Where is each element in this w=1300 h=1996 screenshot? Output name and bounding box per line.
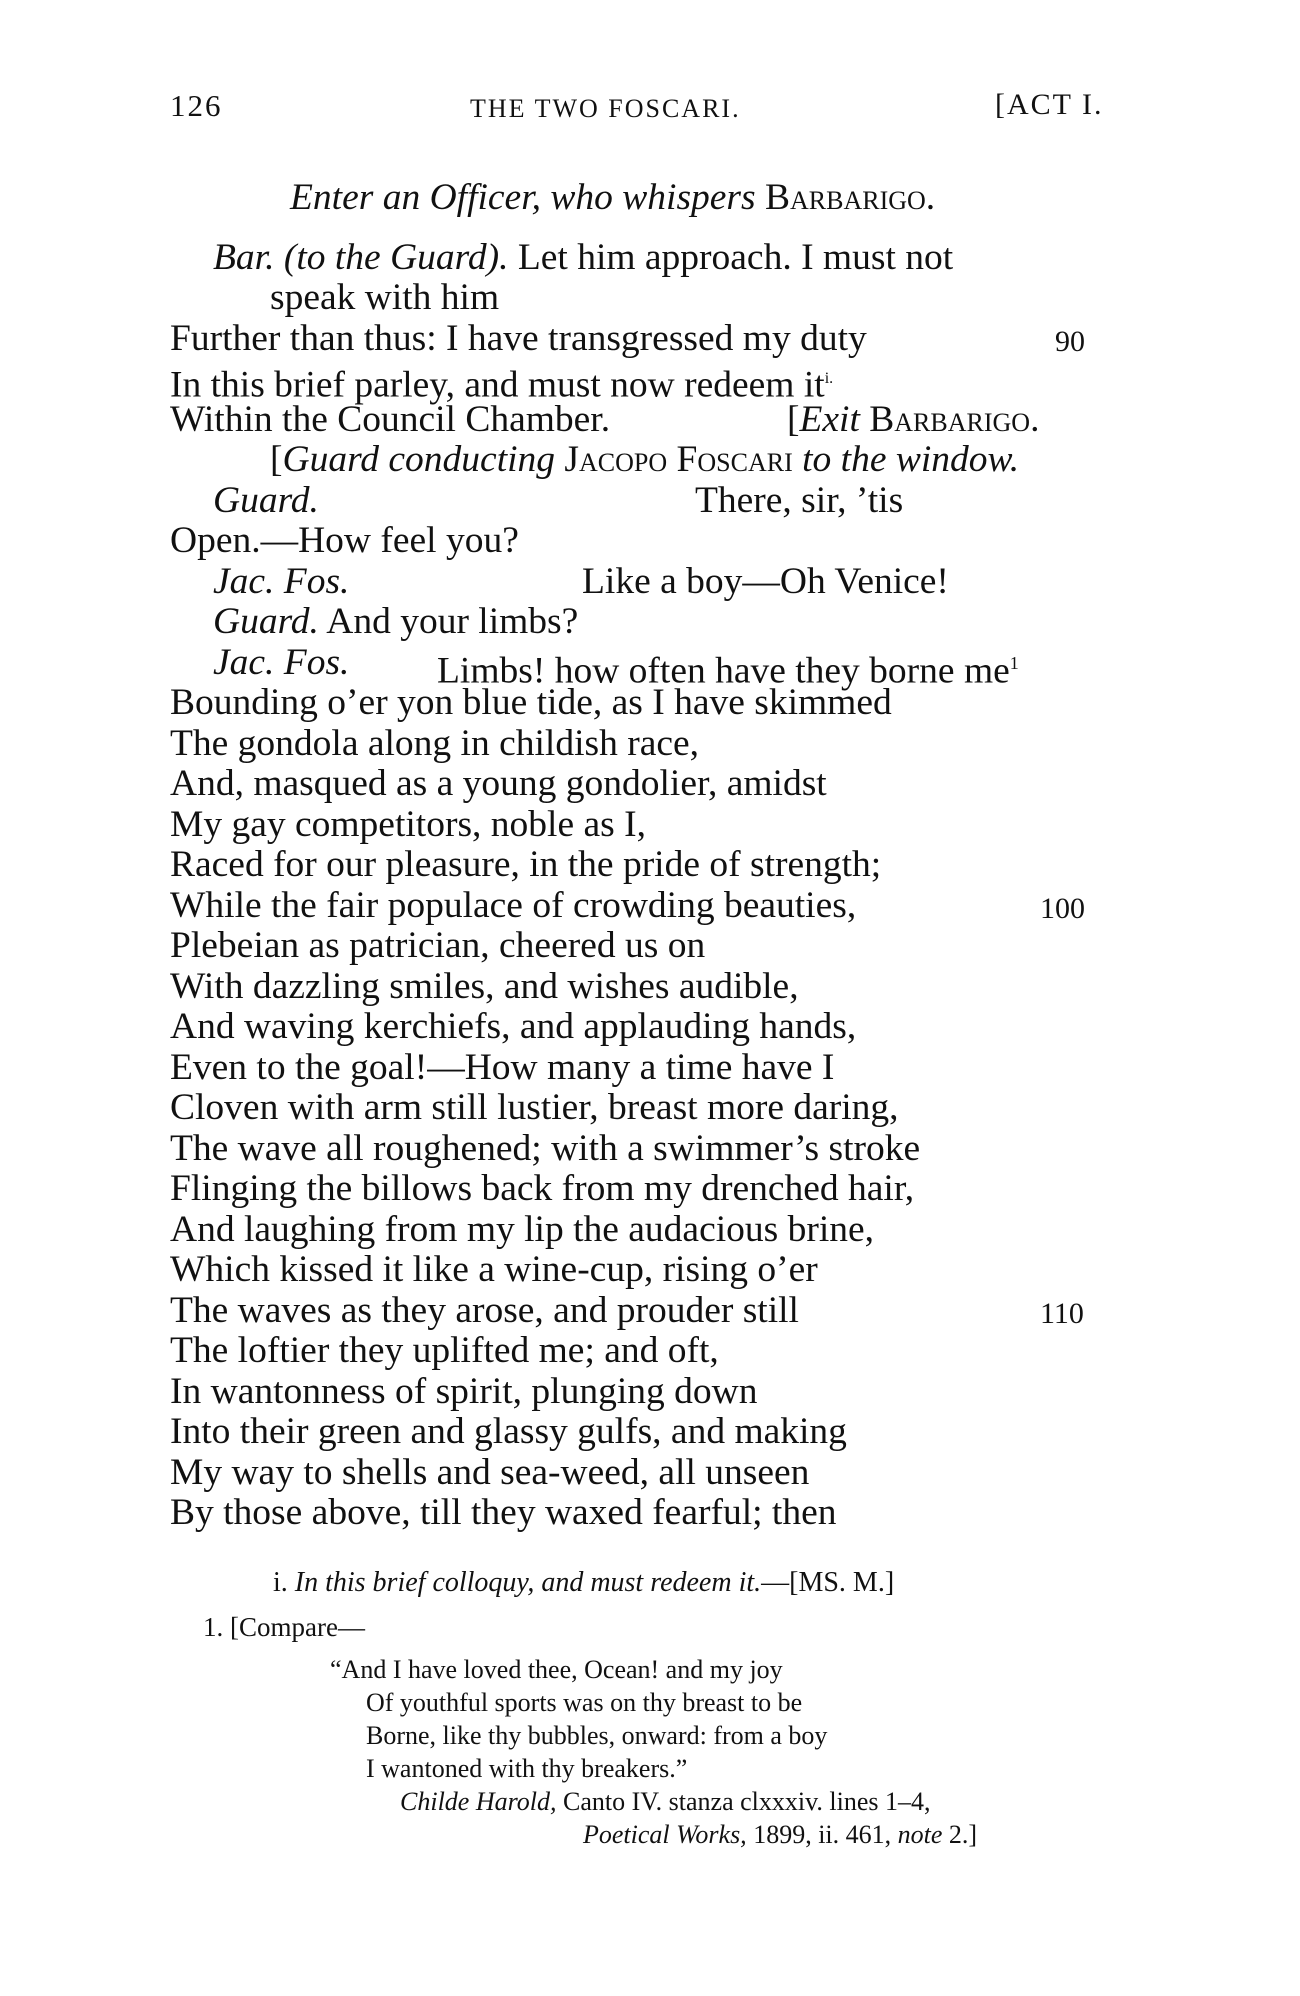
quote-line: “And I have loved thee, Ocean! and my joy: [330, 1655, 783, 1684]
line-number-90: 90: [1055, 325, 1085, 358]
speaker-direction: (to the Guard).: [283, 237, 509, 278]
variant-note-mark: i.: [273, 1567, 288, 1598]
verse-text: And your limbs?: [326, 601, 579, 642]
speech-line-guard: [213, 602, 578, 642]
quote-line: Borne, like thy bubbles, onward: from a boy: [366, 1721, 828, 1750]
footnote-mark: 1.: [203, 1612, 224, 1642]
citation-end: 2.]: [948, 1820, 978, 1849]
verse-line: The waves as they arose, and prouder still: [170, 1290, 799, 1331]
verse-text: Let him approach. I must not: [517, 237, 954, 278]
citation-title: Poetical Works,: [583, 1820, 747, 1849]
citation-title: Childe Harold,: [400, 1787, 557, 1816]
speaker-label: Guard.: [213, 480, 319, 521]
footnote-intro-text: [Compare—: [230, 1612, 365, 1642]
verse-line: Open.—How feel you?: [170, 520, 519, 561]
citation-note: note: [897, 1820, 943, 1849]
verse-line: With dazzling smiles, and wishes audible,: [170, 966, 799, 1007]
verse-line: Cloven with arm still lustier, breast more daring,: [170, 1087, 899, 1128]
footnote-intro: [203, 1612, 365, 1643]
verse-line: Plebeian as patrician, cheered us on: [170, 925, 706, 966]
verse-line: By those above, till they waxed fearful; then: [170, 1492, 837, 1533]
citation-text: 1899, ii. 461,: [753, 1820, 892, 1849]
verse-line: And, masqued as a young gondolier, amidst: [170, 763, 827, 804]
verse-text: Limbs! how often have they borne me: [437, 650, 1010, 692]
bracket: [: [270, 439, 283, 480]
verse-line: And waving kerchiefs, and applauding hands,: [170, 1006, 857, 1047]
verse-text: There, sir, ’tis: [695, 480, 904, 521]
verse-line: Bounding o’er yon blue tide, as I have skimmed: [170, 682, 892, 723]
line-number-100: 100: [1040, 892, 1085, 925]
verse-line: Raced for our pleasure, in the pride of strength;: [170, 844, 882, 885]
stage-direction-italic: to the window.: [802, 439, 1020, 480]
verse-line: In wantonness of spirit, plunging down: [170, 1371, 758, 1412]
verse-continuation: speak with him: [270, 277, 500, 318]
stage-direction-guard: [270, 440, 1019, 480]
verse-line: Further than thus: I have transgressed my duty: [170, 318, 867, 359]
stage-direction-italic: Enter an Officer, who whispers: [290, 177, 756, 218]
character-name: Jacopo Foscari: [564, 439, 793, 480]
line-number-110: 110: [1040, 1297, 1084, 1330]
stage-direction-italic: Exit: [799, 399, 860, 440]
variant-note-text: In this brief colloquy, and must redeem it.: [294, 1567, 762, 1598]
page-number: 126: [170, 88, 223, 123]
quote-line: Of youthful sports was on thy breast to be: [366, 1688, 803, 1717]
verse-line: The loftier they uplifted me; and oft,: [170, 1330, 719, 1371]
verse-line: The wave all roughened; with a swimmer’s stroke: [170, 1128, 921, 1169]
variant-note-source: —[MS. M.]: [761, 1567, 895, 1598]
speech-line-bar: [213, 238, 953, 278]
citation-line: [583, 1820, 977, 1850]
bracket: [: [787, 399, 800, 440]
verse-line: While the fair populace of crowding beauties,: [170, 885, 857, 926]
verse-line: My gay competitors, noble as I,: [170, 804, 646, 845]
quote-line: I wantoned with thy breakers.”: [366, 1754, 688, 1783]
stage-direction-italic: Guard conducting: [282, 439, 556, 480]
verse-line: Within the Council Chamber.: [170, 399, 611, 440]
act-label: [ACT I.: [995, 88, 1104, 121]
citation-text: Canto IV. stanza clxxxiv. lines 1–4,: [562, 1787, 931, 1816]
citation-line: [400, 1787, 931, 1817]
verse-text: In this brief parley, and must now redeem it: [170, 364, 825, 406]
footnote-mark: 1: [1009, 653, 1019, 673]
speaker-label: Jac. Fos.: [213, 642, 350, 683]
character-name: Barbarigo.: [869, 399, 1040, 440]
speaker-label: Jac. Fos.: [213, 561, 350, 602]
character-name: Barbarigo.: [765, 177, 936, 218]
variant-note: [273, 1567, 894, 1599]
verse-line: Into their green and glassy gulfs, and making: [170, 1411, 847, 1452]
speaker-label: Bar.: [213, 237, 275, 278]
verse-line: The gondola along in childish race,: [170, 723, 700, 764]
variant-mark: i.: [824, 370, 834, 387]
verse-text: Like a boy—Oh Venice!: [582, 561, 949, 602]
stage-direction-officer: [290, 178, 935, 218]
verse-line: Which kissed it like a wine-cup, rising o’er: [170, 1249, 818, 1290]
running-title: THE TWO FOSCARI.: [470, 94, 741, 123]
verse-line: Flinging the billows back from my drenched hair,: [170, 1168, 915, 1209]
stage-direction-exit: [787, 400, 1039, 440]
speaker-label: Guard.: [213, 601, 319, 642]
verse-line: My way to shells and sea-weed, all unseen: [170, 1452, 810, 1493]
verse-line: Even to the goal!—How many a time have I: [170, 1047, 835, 1088]
verse-line: And laughing from my lip the audacious brine,: [170, 1209, 875, 1250]
